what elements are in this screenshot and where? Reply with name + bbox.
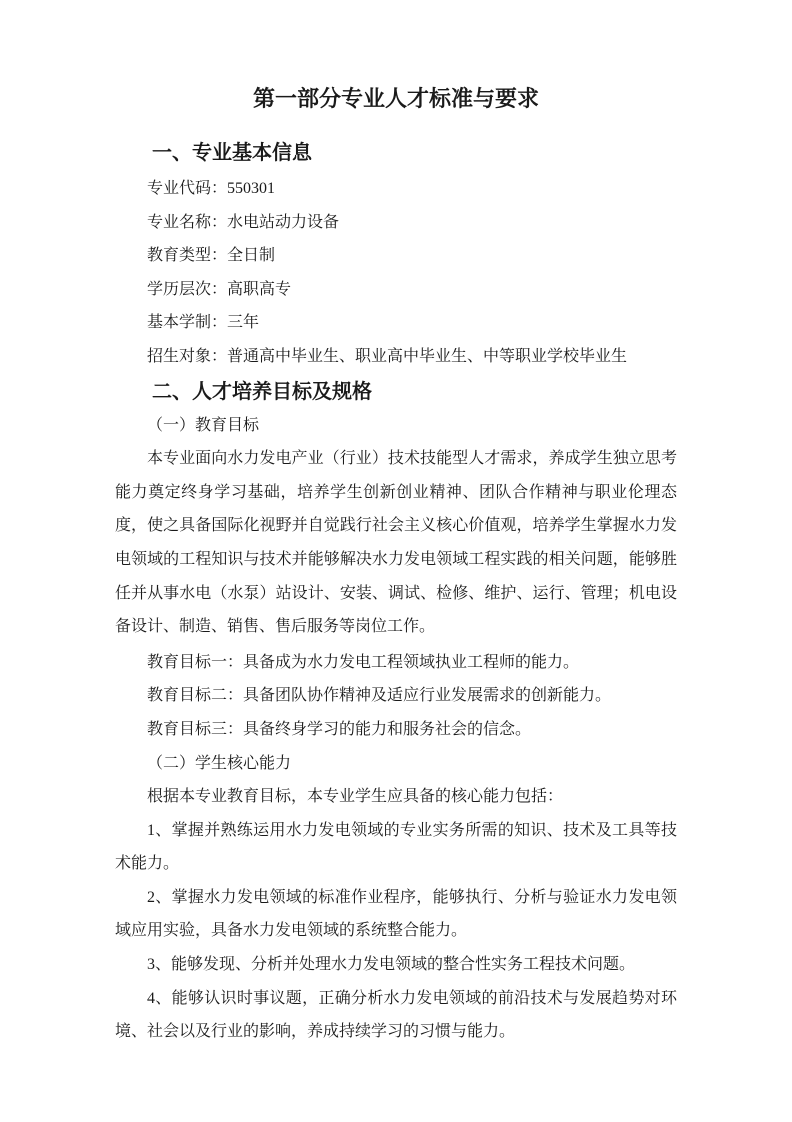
info-field-row-degree-level <box>115 273 677 307</box>
info-field-row-study-length <box>115 306 677 340</box>
field-label: 招生对象： <box>147 347 228 365</box>
field-value: 550301 <box>227 180 276 197</box>
education-objectives-paragraph: 本专业面向水力发电产业（行业）技术技能型人才需求，养成学生独立思考能力奠定终身学习基础，培养学生创新创业精神、团队合作精神与职业伦理态度，使之具备国际化视野并自觉践行社会主义核心价值观，培养学生掌握水力发电领域的工程知识与技术并能够解决水力发电领域工程实践的相关问题，能够胜任并从事水电（水泵）站设计、安装、调试、检修、维护、运行、管理；机电设备设计、制造、销售、售后服务等岗位工作。 <box>115 450 677 636</box>
field-value: 水电站动力设备 <box>227 213 340 231</box>
core-ability-item-2: 2、掌握水力发电领域的标准作业程序，能够执行、分析与验证水力发电领域应用实验，具备水力发电领域的系统整合能力。 <box>115 888 677 940</box>
info-field-row-major-code <box>115 172 677 206</box>
field-label: 教育类型： <box>147 247 228 265</box>
field-label: 基本学制： <box>147 314 228 332</box>
field-value: 高职高专 <box>227 280 292 298</box>
subsection-1-heading: （一）教育目标 <box>147 416 260 434</box>
objective-line-2: 教育目标二：具备团队协作精神及适应行业发展需求的创新能力。 <box>147 687 612 705</box>
education-goals-block <box>115 646 677 747</box>
core-ability-item-4: 4、能够认识时事议题，正确分析水力发电领域的前沿技术与发展趋势对环境、社会以及行业的影响，养成持续学习的习惯与能力。 <box>115 989 677 1041</box>
core-abilities-list <box>115 814 677 1049</box>
field-value: 普通高中毕业生、职业高中毕业生、中等职业学校毕业生 <box>227 347 628 365</box>
core-ability-item-1: 1、掌握并熟练运用水力发电领域的专业实务所需的知识、技术及工具等技术能力。 <box>115 821 677 873</box>
subsection-2-heading: （二）学生核心能力 <box>147 754 292 772</box>
core-ability-item-3: 3、能够发现、分析并处理水力发电领域的整合性实务工程技术问题。 <box>147 956 636 974</box>
section-2-heading: 二、人才培养目标及规格 <box>152 380 372 403</box>
field-value: 三年 <box>227 314 260 332</box>
field-label: 专业名称： <box>147 213 228 231</box>
field-value: 全日制 <box>227 247 276 265</box>
objective-line-3: 教育目标三：具备终身学习的能力和服务社会的信念。 <box>147 720 532 738</box>
document-title: 第一部分专业人才标准与要求 <box>252 86 539 111</box>
info-field-row-major-name <box>115 206 677 240</box>
section-1-heading: 一、专业基本信息 <box>152 142 312 164</box>
objective-line-1: 教育目标一：具备成为水力发电工程领域执业工程师的能力。 <box>147 653 580 671</box>
field-label: 专业代码： <box>147 180 228 197</box>
core-abilities-intro: 根据本专业教育目标，本专业学生应具备的核心能力包括： <box>147 788 564 806</box>
info-field-row-enrollment-target <box>115 340 677 374</box>
info-field-row-education-type <box>115 239 677 273</box>
field-label: 学历层次： <box>147 280 228 298</box>
basic-info-block <box>115 172 677 374</box>
